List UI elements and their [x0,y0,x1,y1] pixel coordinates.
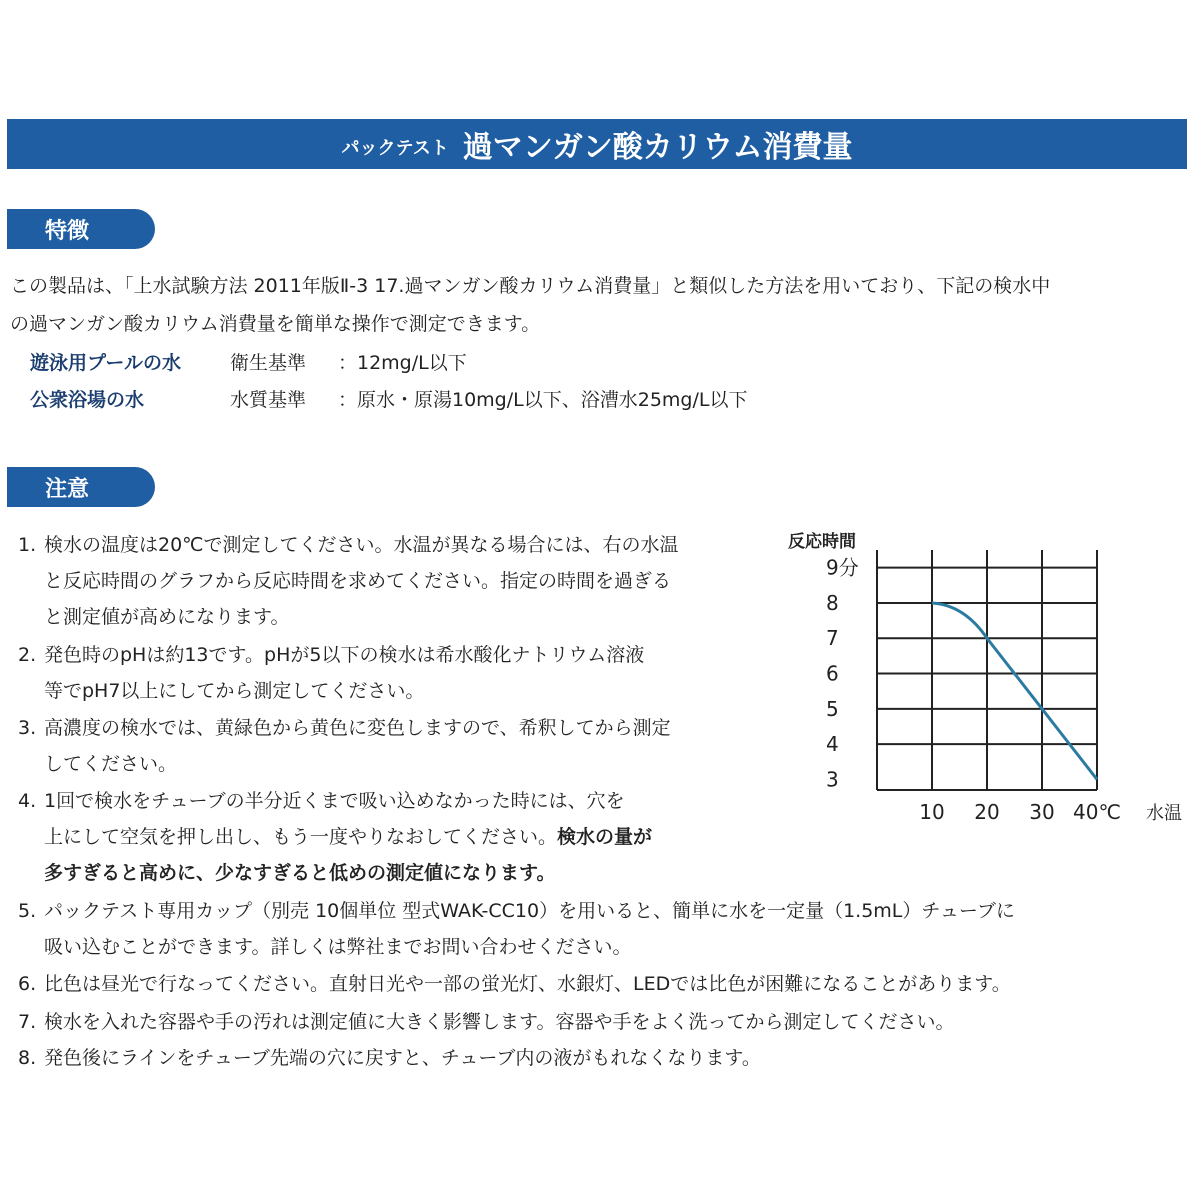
item-number: 7. [18,1011,37,1033]
standard-value: ：原水・原湯10mg/L以下、浴漕水25mg/L以下 [338,389,748,411]
caution-item-6 [18,966,1011,1002]
caution-item-5 [18,893,1015,965]
features-description-2: の過マンガン酸カリウム消費量を簡単な操作で測定できます。 [10,313,541,335]
item-text: 吸い込むことができます。詳しくは弊社までお問い合わせください。 [44,936,632,958]
item-text: 発色後にラインをチューブ先端の穴に戻すと、チューブ内の液がもれなくなります。 [44,1047,761,1069]
chart-grid [877,550,1097,790]
x-tick-label: 10 [919,800,945,824]
item-text: 等でpH7以上にしてから測定してください。 [44,680,425,702]
caution-item-3 [18,710,671,782]
chart-ticks [826,556,1121,824]
x-tick-label: 30 [1029,800,1055,824]
chart-series-line [932,603,1097,779]
y-tick-label: 4 [826,732,839,757]
item-number: 3. [18,717,37,739]
title-bar [7,119,1187,169]
item-text: 比色は昼光で行なってください。直射日光や一部の蛍光灯、水銀灯、LEDでは比色が困難になることがあります。 [44,973,1011,995]
standard-target: 公衆浴場の水 [30,389,145,411]
standard-label: 水質基準 [230,389,307,411]
y-tick-label: 7 [826,626,839,651]
item-text-bold: 検水の量が [557,826,653,848]
standard-target: 遊泳用プールの水 [30,352,182,374]
reaction-time-chart [780,525,1200,835]
page-title: 過マンガン酸カリウム消費量 [462,130,853,165]
standard-value: ：12mg/L以下 [338,352,467,374]
item-number: 8. [18,1047,37,1069]
item-text: と反応時間のグラフから反応時間を求めてください。指定の時間を過ぎる [44,570,672,592]
chart-ylabel: 反応時間 [788,532,856,552]
x-tick-label: 40℃ [1073,800,1121,824]
cautions-heading: 注意 [7,467,155,507]
y-tick-label: 8 [826,590,839,615]
y-tick-label: 6 [826,661,839,686]
chart-xlabel: 水温 [1146,803,1182,824]
item-text: 検水の温度は20℃で測定してください。水温が異なる場合には、右の水温 [44,534,679,556]
item-number: 4. [18,790,37,812]
caution-item-4 [18,783,652,891]
features-description-1: この製品は、「上水試験方法 2011年版Ⅱ-3 17.過マンガン酸カリウム消費量」と類似した方法を用いており、下記の検水中 [10,275,1051,297]
item-number: 2. [18,644,37,666]
caution-item-7 [18,1004,954,1040]
caution-item-2 [18,637,644,709]
item-text: パックテスト専用カップ（別売 10個単位 型式WAK-CC10）を用いると、簡単に水を一定量（1.5mL）チューブに [44,900,1015,922]
x-tick-label: 20 [974,800,1000,824]
item-text: 検水を入れた容器や手の汚れは測定値に大きく影響します。容器や手をよく洗ってから測定してください。 [44,1011,955,1033]
caution-item-8 [18,1040,761,1076]
product-line: パックテスト [341,138,449,159]
item-text-bold: 多すぎると高めに、少なすぎると低めの測定値になります。 [44,862,556,884]
item-text: してください。 [44,753,178,775]
features-heading: 特徴 [7,209,155,249]
y-tick-label: 3 [826,767,839,792]
item-text: 1回で検水をチューブの半分近くまで吸い込めなかった時には、穴を [44,790,625,812]
item-text: と測定値が高めになります。 [44,606,290,628]
item-number: 1. [18,534,37,556]
item-text: 発色時のpHは約13です。pHが5以下の検水は希水酸化ナトリウム溶液 [44,644,645,666]
caution-item-1 [18,527,679,635]
item-text: 高濃度の検水では、黄緑色から黄色に変色しますので、希釈してから測定 [44,717,671,739]
standard-label: 衛生基準 [230,352,307,374]
item-number: 6. [18,973,37,995]
y-tick-label: 5 [826,696,839,721]
y-tick-label: 9分 [826,555,859,580]
item-text: 上にして空気を押し出し、もう一度やりなおしてください。 [44,826,558,848]
item-number: 5. [18,900,37,922]
